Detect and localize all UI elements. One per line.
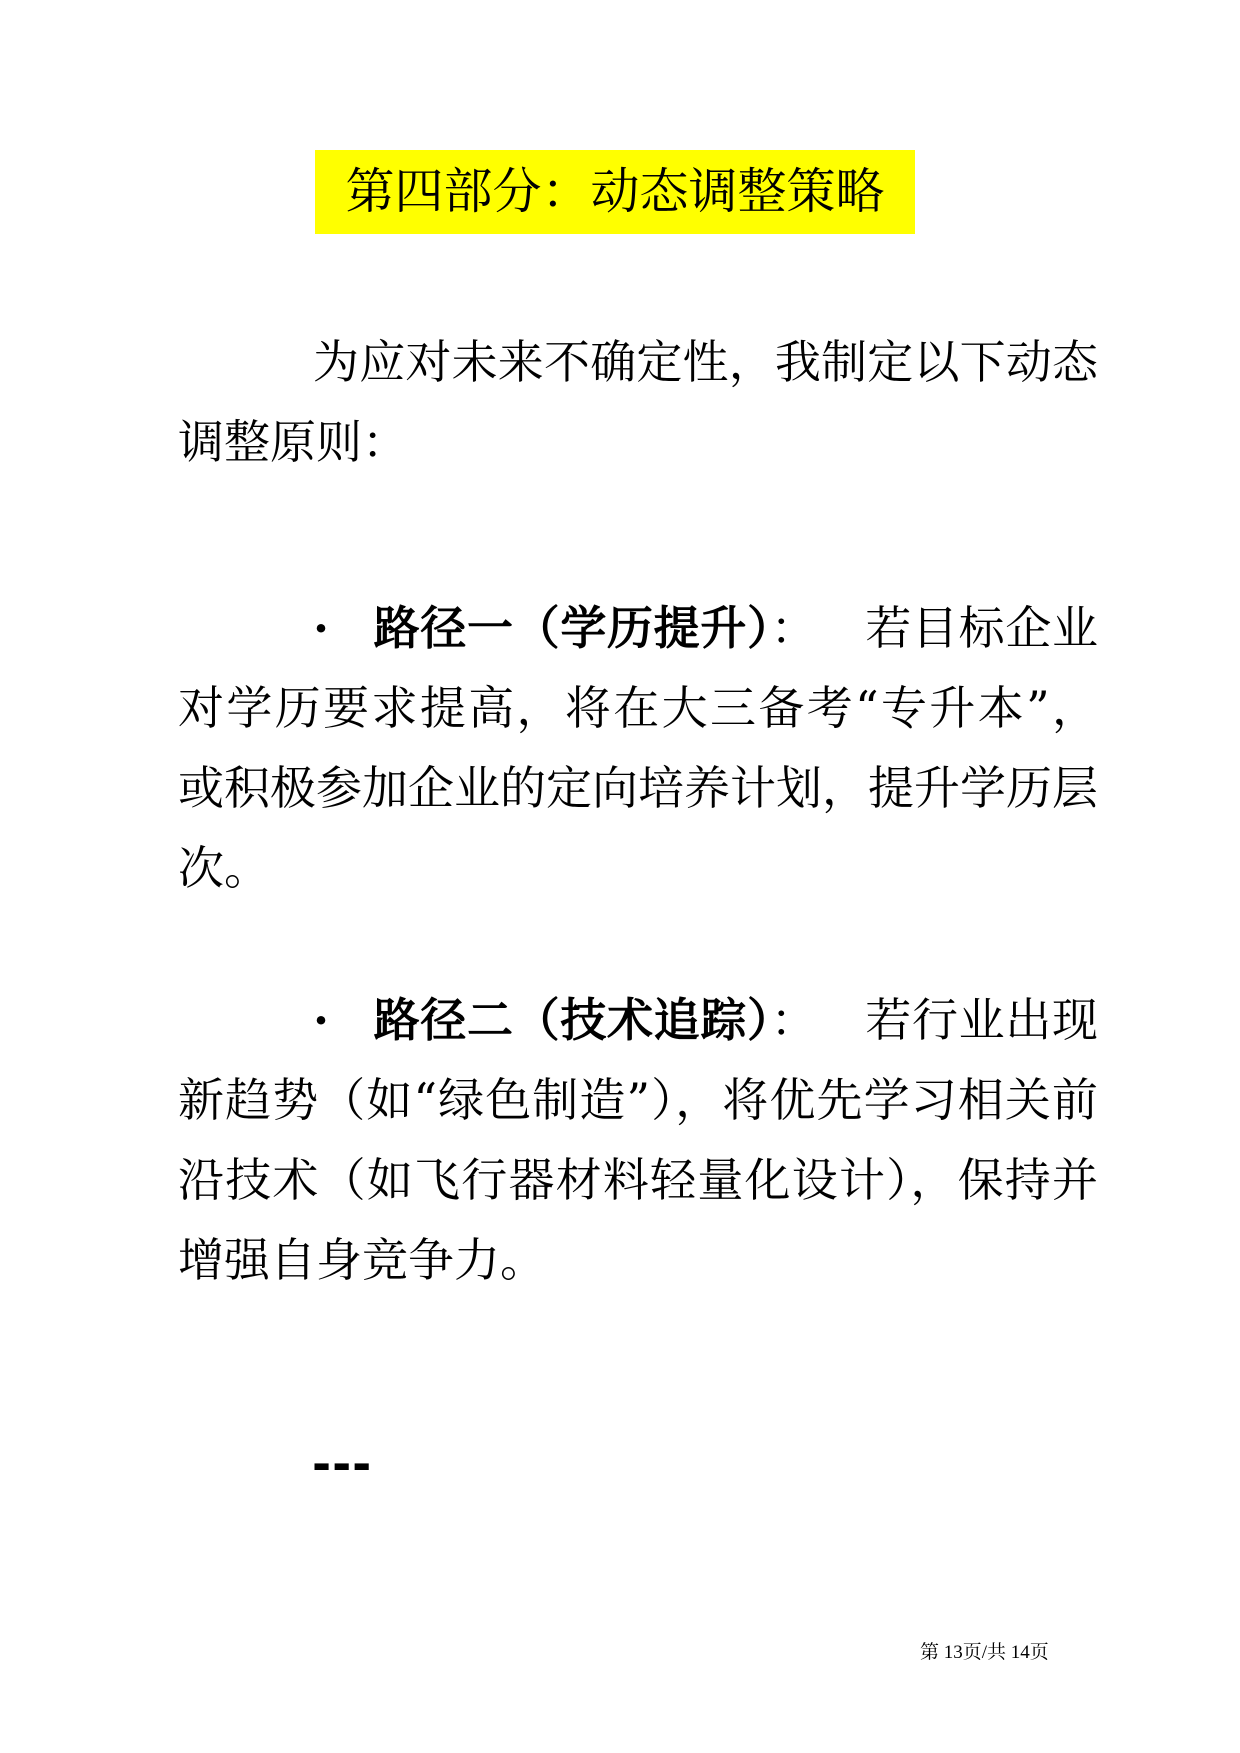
bullet-lead: 路径二（技术追踪）	[373, 993, 771, 1047]
page-footer: 第 13页/共 14页	[920, 1642, 1049, 1663]
bullet-colon: ：	[770, 601, 818, 655]
bullet-colon: ：	[770, 993, 818, 1047]
section-separator: ---	[312, 1437, 373, 1491]
intro-paragraph: 为应对未来不确定性，我制定以下动态调整原则：	[178, 335, 1098, 469]
section-heading: 第四部分：动态调整策略	[315, 150, 915, 234]
bullet-item-degree-upgrade	[178, 588, 1098, 908]
bullet-body: 若行业出现新趋势（如“绿色制造”），将优先学习相关前沿技术（如飞行器材料轻量化设计），保持并增强自身竞争力。	[178, 993, 1099, 1287]
bullet-marker: ·	[313, 601, 330, 655]
bullet-marker: ·	[313, 993, 330, 1047]
bullet-body: 若目标企业对学历要求提高，将在大三备考“专升本”，或积极参加企业的定向培养计划，提升学历层次。	[178, 601, 1099, 895]
bullet-lead: 路径一（学历提升）	[373, 601, 771, 655]
bullet-item-tech-tracking	[178, 980, 1098, 1300]
